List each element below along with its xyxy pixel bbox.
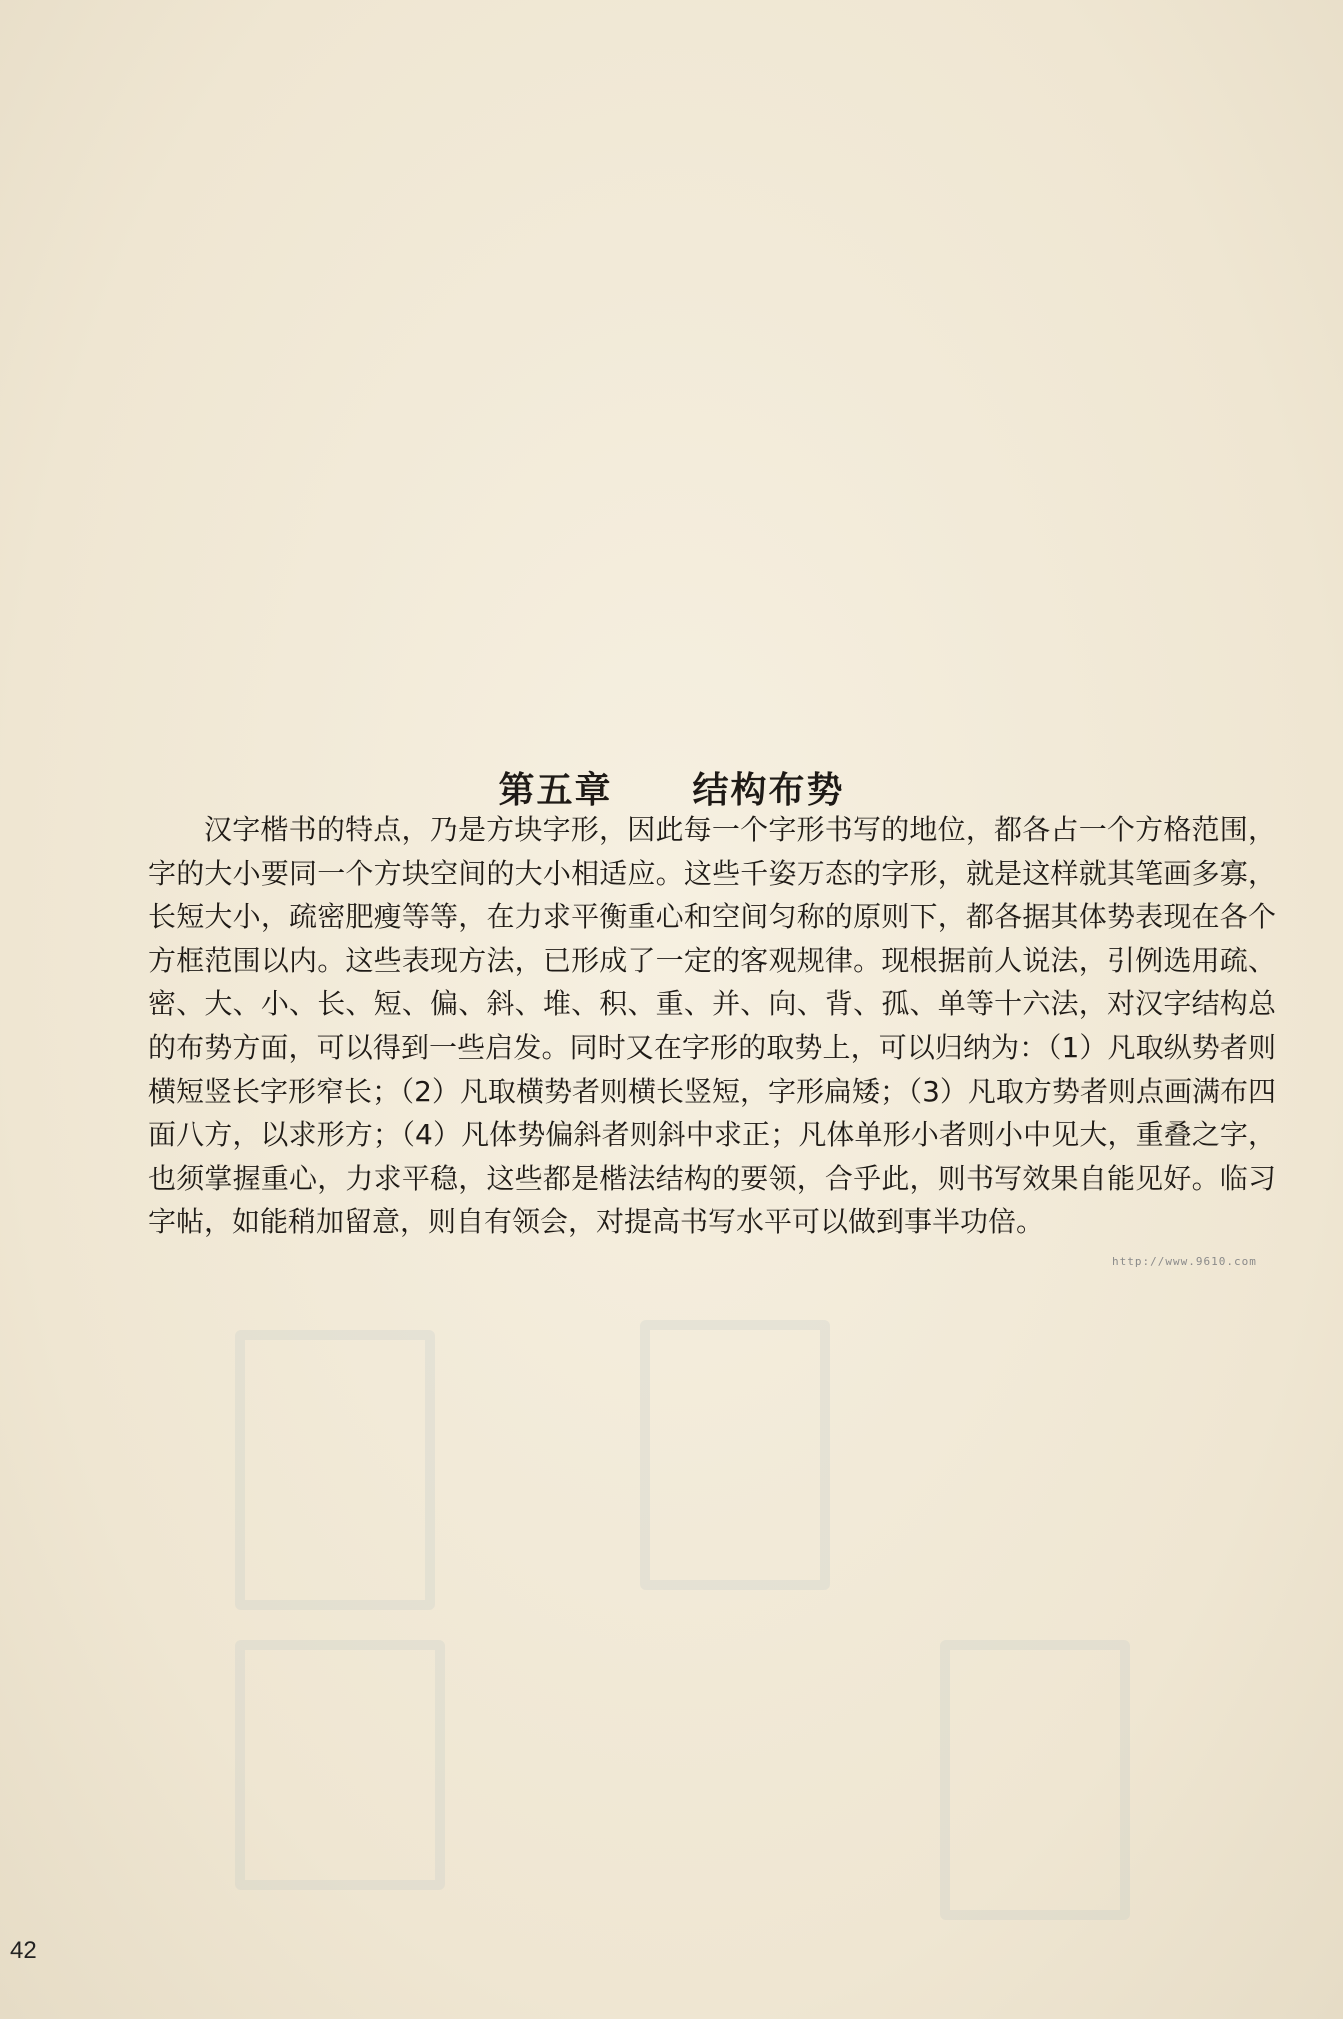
bleed-through-box: [640, 1320, 830, 1590]
chapter-title: [0, 762, 1343, 813]
page-number: 42: [10, 1937, 37, 1964]
bleed-through-box: [235, 1330, 435, 1610]
bleed-through-box: [940, 1640, 1130, 1920]
chapter-number: 第五章: [498, 770, 613, 812]
source-watermark: http://www.9610.com: [1112, 1255, 1257, 1268]
chapter-paragraph: 汉字楷书的特点，乃是方块字形，因此每一个字形书写的地位，都各占一个方格范围，字的大小要同一个方块空间的大小相适应。这些千姿万态的字形，就是这样就其笔画多寡，长短大小，疏密肥瘦等等，在力求平衡重心和空间匀称的原则下，都各据其体势表现在各个方框范围以内。这些表现方法，已形成了一定的客观规律。现根据前人说法，引例选用疏、密、大、小、长、短、偏、斜、堆、积、重、并、向、背、孤、单等十六法，对汉字结构总的布势方面，可以得到一些启发。同时又在字形的取势上，可以归纳为：（1）凡取纵势者则横短竖长字形窄长；（2）凡取横势者则横长竖短，字形扁矮；（3）凡取方势者则点画满布四面八方，以求形方；（4）凡体势偏斜者则斜中求正；凡体单形小者则小中见大，重叠之字，也须掌握重心，力求平稳，这些都是楷法结构的要领，合乎此，则书写效果自能见好。临习字帖，如能稍加留意，则自有领会，对提高书写水平可以做到事半功倍。: [148, 813, 1276, 1239]
chapter-name: 结构布势: [692, 770, 845, 812]
bleed-through-box: [235, 1640, 445, 1890]
